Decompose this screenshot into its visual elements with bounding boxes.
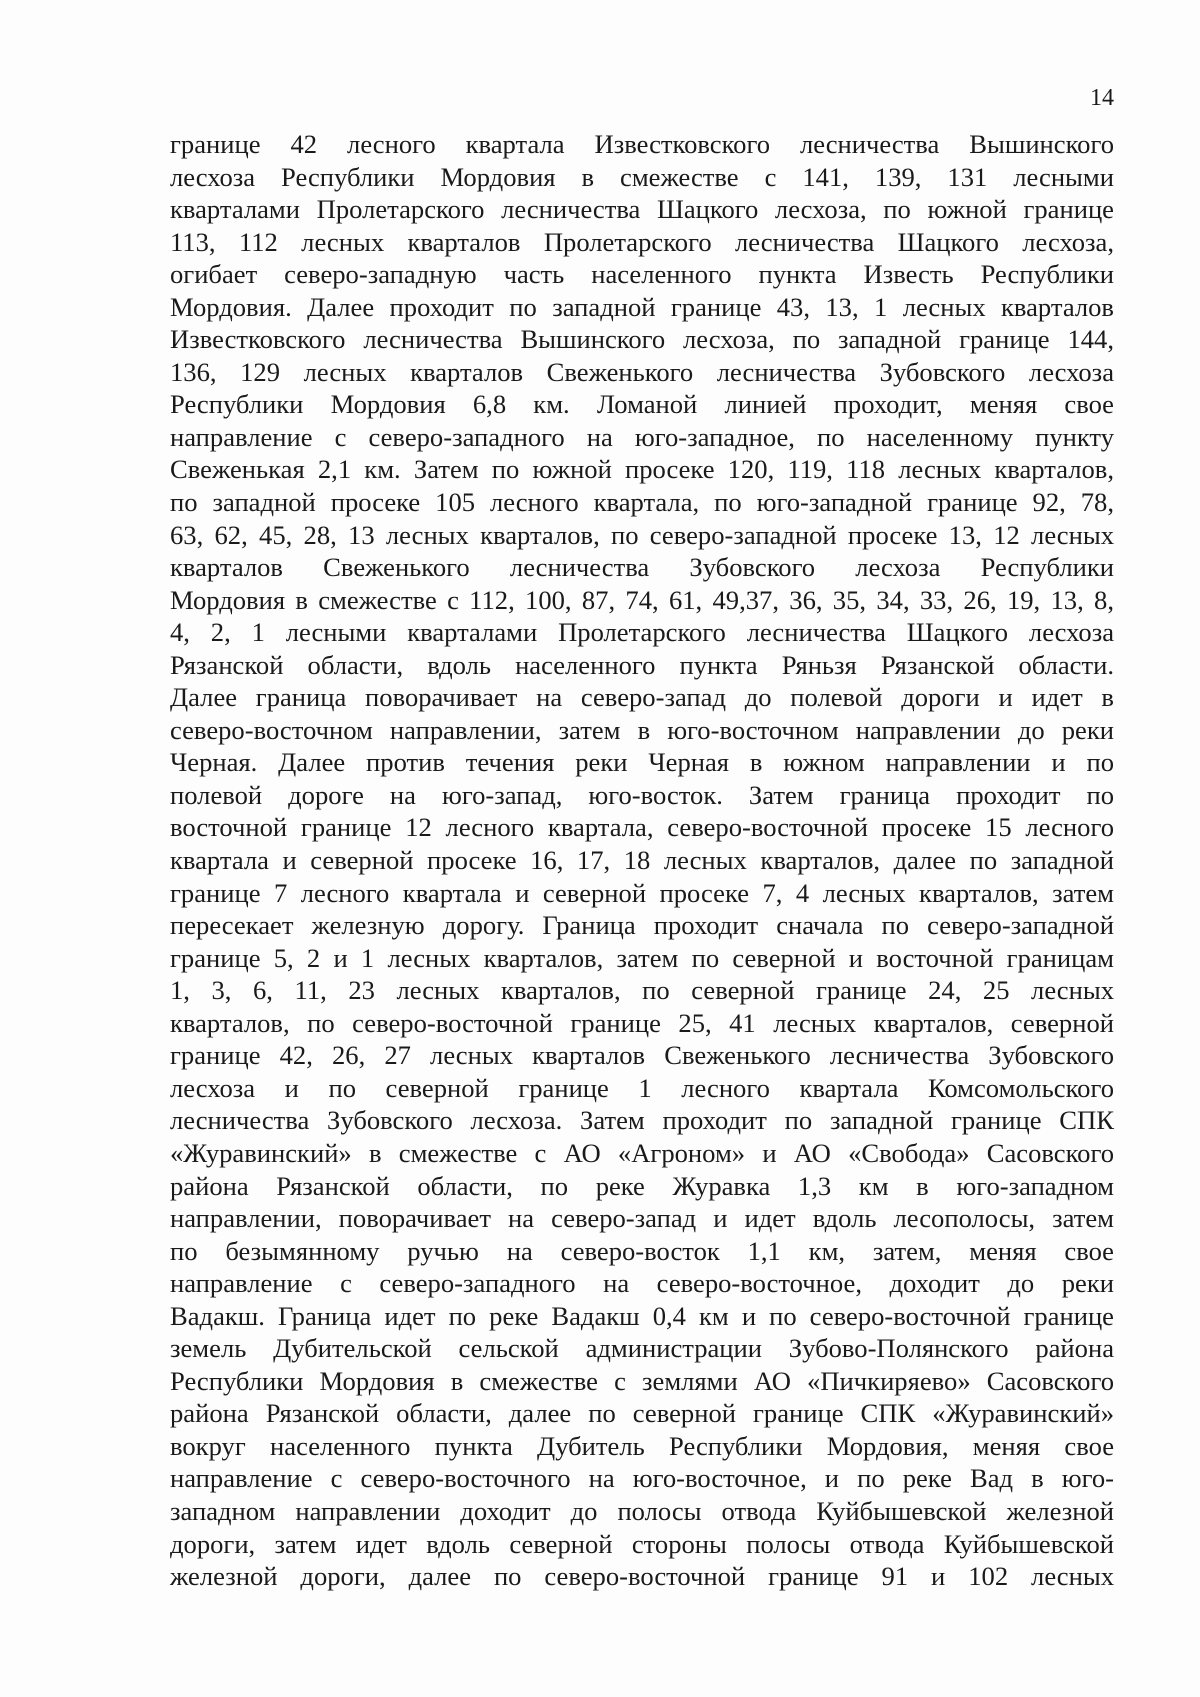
text-line: северо-восточном направлении, затем в юго-восточном направлении до реки [170, 714, 1114, 745]
text-line: полевой дороге на юго-запад, юго-восток. Затем граница проходит по [170, 779, 1114, 810]
body-text [170, 128, 1114, 1593]
text-line: вокруг населенного пункта Дубитель Республики Мордовия, меняя свое [170, 1430, 1114, 1461]
text-line: 1, 3, 6, 11, 23 лесных кварталов, по северной границе 24, 25 лесных [170, 975, 1114, 1006]
text-line: кварталов Свеженького лесничества Зубовского лесхоза Республики [170, 552, 1114, 583]
text-line: по безымянному ручью на северо-восток 1,1 км, затем, меняя свое [170, 1235, 1114, 1266]
page-number: 14 [1090, 85, 1114, 111]
text-line: Черная. Далее против течения реки Черная в южном направлении и по [170, 747, 1114, 778]
text-line: земель Дубительской сельской администрации Зубово-Полянского района [170, 1333, 1114, 1364]
text-line: направление с северо-западного на северо-восточное, доходит до реки [170, 1268, 1114, 1299]
text-line: лесхоза Республики Мордовия в смежестве с 141, 139, 131 лесными [170, 161, 1114, 192]
text-line: по западной просеке 105 лесного квартала, по юго-западной границе 92, 78, [170, 487, 1114, 518]
text-line: направление с северо-восточного на юго-восточное, и по реке Вад в юго- [170, 1463, 1114, 1494]
text-line: границе 42 лесного квартала Известковского лесничества Вышинского [170, 129, 1114, 159]
text-line: Далее граница поворачивает на северо-запад до полевой дороги и идет в [170, 682, 1114, 713]
text-line: Известковского лесничества Вышинского лесхоза, по западной границе 144, [170, 324, 1114, 355]
text-line: границе 7 лесного квартала и северной просеке 7, 4 лесных кварталов, затем [170, 877, 1114, 908]
text-line: Республики Мордовия 6,8 км. Ломаной линией проходит, меняя свое [170, 389, 1114, 420]
text-line: Мордовия. Далее проходит по западной границе 43, 13, 1 лесных кварталов [170, 291, 1114, 322]
text-line: лесничества Зубовского лесхоза. Затем проходит по западной границе СПК [170, 1105, 1114, 1136]
text-line: направлении, поворачивает на северо-запад и идет вдоль лесополосы, затем [170, 1203, 1114, 1234]
text-line: границе 42, 26, 27 лесных кварталов Свеженького лесничества Зубовского [170, 1040, 1114, 1071]
text-line: железной дороги, далее по северо-восточной границе 91 и 102 лесных [170, 1561, 1114, 1592]
text-line: восточной границе 12 лесного квартала, северо-восточной просеке 15 лесного [170, 812, 1114, 843]
text-line: 63, 62, 45, 28, 13 лесных кварталов, по северо-западной просеке 13, 12 лесных [170, 519, 1114, 550]
text-line: Свеженькая 2,1 км. Затем по южной просеке 120, 119, 118 лесных кварталов, [170, 454, 1114, 485]
text-line: 136, 129 лесных кварталов Свеженького лесничества Зубовского лесхоза [170, 356, 1114, 387]
text-line: района Рязанской области, по реке Журавка 1,3 км в юго-западном [170, 1170, 1114, 1201]
text-line: дороги, затем идет вдоль северной стороны полосы отвода Куйбышевской [170, 1528, 1114, 1559]
text-line: направление с северо-западного на юго-западное, по населенному пункту [170, 421, 1114, 452]
text-line: кварталов, по северо-восточной границе 25, 41 лесных кварталов, северной [170, 1007, 1114, 1038]
text-line: «Журавинский» в смежестве с АО «Агроном» и АО «Свобода» Сасовского [170, 1137, 1114, 1168]
text-line: пересекает железную дорогу. Граница проходит сначала по северо-западной [170, 910, 1114, 941]
text-line: Республики Мордовия в смежестве с землями АО «Пичкиряево» Сасовского [170, 1365, 1114, 1396]
text-line: огибает северо-западную часть населенного пункта Известь Республики [170, 259, 1114, 290]
text-line: Мордовия в смежестве с 112, 100, 87, 74, 61, 49,37, 36, 35, 34, 33, 26, 19, 13, 8, [170, 584, 1114, 615]
text-line: кварталами Пролетарского лесничества Шацкого лесхоза, по южной границе [170, 194, 1114, 225]
text-line: Вадакш. Граница идет по реке Вадакш 0,4 км и по северо-восточной границе [170, 1300, 1114, 1331]
text-line: Рязанской области, вдоль населенного пункта Ряньзя Рязанской области. [170, 649, 1114, 680]
text-line: западном направлении доходит до полосы отвода Куйбышевской железной [170, 1495, 1114, 1526]
text-line: района Рязанской области, далее по северной границе СПК «Журавинский» [170, 1398, 1114, 1429]
text-line: лесхоза и по северной границе 1 лесного квартала Комсомольского [170, 1072, 1114, 1103]
text-line: 4, 2, 1 лесными кварталами Пролетарского лесничества Шацкого лесхоза [170, 617, 1114, 648]
text-line: 113, 112 лесных кварталов Пролетарского лесничества Шацкого лесхоза, [170, 226, 1114, 257]
text-line: квартала и северной просеке 16, 17, 18 лесных кварталов, далее по западной [170, 845, 1114, 876]
text-line: границе 5, 2 и 1 лесных кварталов, затем по северной и восточной границам [170, 942, 1114, 973]
